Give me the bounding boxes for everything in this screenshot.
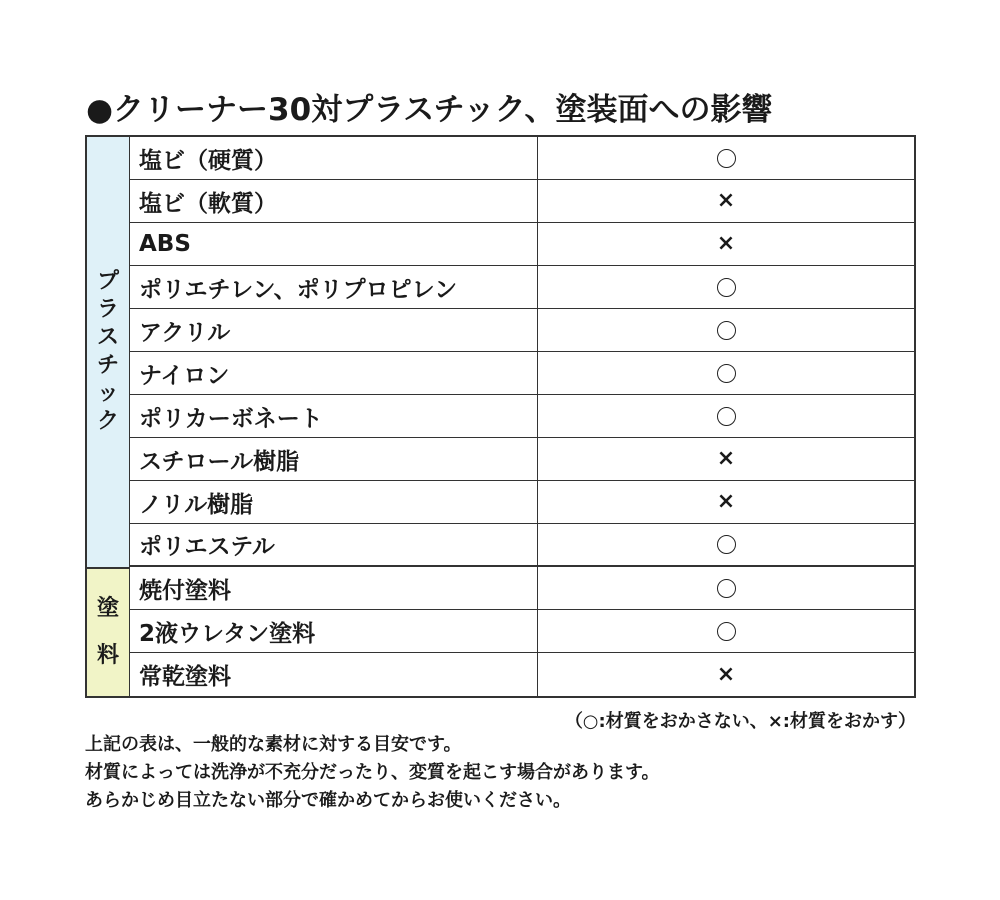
- cross-mark: ×: [716, 661, 736, 687]
- compatibility-mark-cell: [538, 309, 914, 351]
- table-row: [130, 610, 914, 653]
- category-plastic-char: プ: [96, 268, 119, 294]
- circle-mark-icon: [717, 278, 736, 297]
- category-plastic-char: ク: [96, 409, 119, 435]
- table-row: [130, 438, 914, 481]
- material-name: 塩ビ（硬質）: [130, 137, 538, 179]
- compatibility-table: [85, 135, 916, 698]
- page-title: ●クリーナー30対プラスチック、塗装面への影響: [86, 92, 773, 128]
- material-name: ポリエチレン、ポリプロピレン: [130, 266, 538, 308]
- table-row: [130, 309, 914, 352]
- material-name: 塩ビ（軟質）: [130, 180, 538, 222]
- note-line: あらかじめ目立たない部分で確かめてからお使いください。: [85, 790, 571, 811]
- category-plastic-char: ッ: [96, 381, 119, 407]
- material-name: 2液ウレタン塗料: [130, 610, 538, 652]
- category-paint-char: 料: [96, 642, 119, 668]
- table-row: [130, 567, 914, 610]
- cross-mark: ×: [716, 489, 736, 514]
- cross-mark: ×: [716, 446, 736, 471]
- material-name: 常乾塗料: [130, 653, 538, 696]
- category-paint: [87, 569, 129, 696]
- category-paint-char: 塗: [96, 596, 119, 622]
- notes: [85, 731, 660, 815]
- material-name: ナイロン: [130, 352, 538, 394]
- compatibility-mark-cell: [538, 438, 914, 480]
- material-name: ポリエステル: [130, 524, 538, 565]
- compatibility-mark-cell: [538, 352, 914, 394]
- category-plastic: [87, 137, 129, 569]
- circle-mark-icon: [717, 622, 736, 641]
- category-plastic-char: ス: [96, 324, 119, 350]
- category-column: [87, 137, 130, 696]
- compatibility-mark-cell: [538, 567, 914, 609]
- legend: （○:材質をおかさない、×:材質をおかす）: [564, 711, 916, 732]
- table-row: [130, 137, 914, 180]
- cross-mark: ×: [716, 231, 736, 256]
- compatibility-mark-cell: [538, 481, 914, 523]
- compatibility-mark-cell: [538, 653, 914, 696]
- table-row: [130, 395, 914, 438]
- circle-mark-icon: [717, 149, 736, 168]
- material-name: アクリル: [130, 309, 538, 351]
- circle-mark-icon: [717, 321, 736, 340]
- category-plastic-char: ラ: [96, 296, 119, 322]
- table-row: [130, 266, 914, 309]
- circle-mark-icon: [717, 579, 736, 598]
- compatibility-mark-cell: [538, 223, 914, 265]
- compatibility-mark-cell: [538, 266, 914, 308]
- material-name: ABS: [130, 223, 538, 265]
- circle-mark-icon: [717, 535, 736, 554]
- compatibility-mark-cell: [538, 524, 914, 565]
- material-name: ノリル樹脂: [130, 481, 538, 523]
- note-line: 材質によっては洗浄が不充分だったり、変質を起こす場合があります。: [85, 762, 660, 783]
- table-row: [130, 352, 914, 395]
- table-row: [130, 180, 914, 223]
- table-row: [130, 223, 914, 266]
- category-plastic-char: チ: [96, 353, 119, 378]
- cross-mark: ×: [716, 188, 736, 213]
- note-line: 上記の表は、一般的な素材に対する目安です。: [85, 734, 462, 755]
- material-rows: [130, 137, 914, 696]
- material-name: ポリカーボネート: [130, 395, 538, 437]
- material-name: 焼付塗料: [130, 567, 538, 609]
- table-row: [130, 653, 914, 696]
- circle-mark-icon: [717, 407, 736, 426]
- compatibility-mark-cell: [538, 610, 914, 652]
- table-row: [130, 481, 914, 524]
- circle-mark-icon: [717, 364, 736, 383]
- material-name: スチロール樹脂: [130, 438, 538, 480]
- compatibility-mark-cell: [538, 137, 914, 179]
- table-row: [130, 524, 914, 567]
- compatibility-mark-cell: [538, 180, 914, 222]
- compatibility-mark-cell: [538, 395, 914, 437]
